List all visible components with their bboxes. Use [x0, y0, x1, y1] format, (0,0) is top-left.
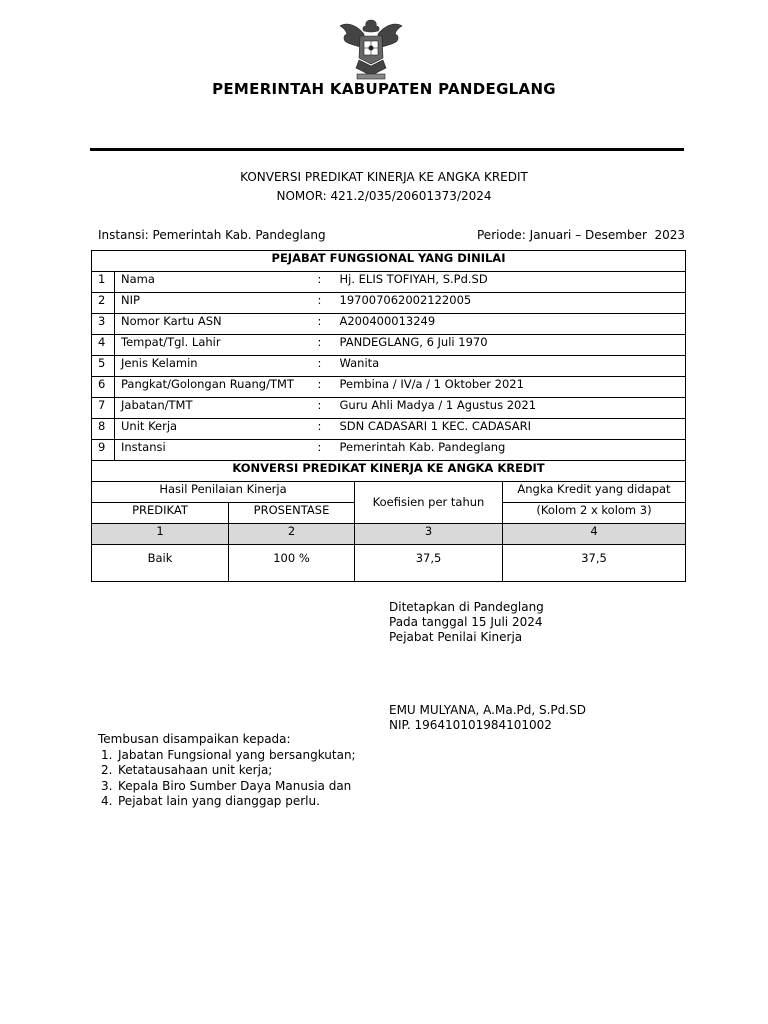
row-separator: :: [318, 398, 334, 419]
column-number: 4: [503, 524, 686, 545]
row-separator: :: [318, 335, 334, 356]
row-separator: :: [318, 377, 334, 398]
row-label: Unit Kerja: [115, 419, 318, 440]
row-separator: :: [318, 314, 334, 335]
signature-date: Pada tanggal 15 Juli 2024: [389, 615, 543, 629]
official-section-title: PEJABAT FUNGSIONAL YANG DINILAI: [92, 251, 686, 272]
garuda-pancasila-emblem-icon: [338, 14, 404, 84]
table-row: [92, 314, 686, 335]
row-number: 8: [92, 419, 115, 440]
list-item: 2. Ketatausahaan unit kerja;: [101, 763, 273, 777]
conversion-section-title: KONVERSI PREDIKAT KINERJA KE ANGKA KREDIT: [92, 461, 686, 482]
row-separator: :: [318, 272, 334, 293]
table-row: [92, 398, 686, 419]
angka-kredit-header: Angka Kredit yang didapat: [503, 482, 686, 503]
table-row: [92, 272, 686, 293]
koefisien-header: Koefisien per tahun: [355, 482, 503, 524]
row-value: Wanita: [334, 356, 686, 377]
document-number: NOMOR: 421.2/035/20601373/2024: [276, 189, 492, 203]
row-label: Jenis Kelamin: [115, 356, 318, 377]
table-row: [92, 377, 686, 398]
row-separator: :: [318, 440, 334, 461]
row-value: Guru Ahli Madya / 1 Agustus 2021: [334, 398, 686, 419]
row-value: Hj. ELIS TOFIYAH, S.Pd.SD: [334, 272, 686, 293]
angka-kredit-subheader: (Kolom 2 x kolom 3): [503, 503, 686, 524]
prosentase-value: 100 %: [229, 545, 355, 582]
row-number: 5: [92, 356, 115, 377]
instansi-text: Instansi: Pemerintah Kab. Pandeglang: [98, 228, 326, 242]
column-number: 1: [92, 524, 229, 545]
predikat-value: Baik: [92, 545, 229, 582]
carbon-copy-block: [98, 732, 356, 810]
signer-name: EMU MULYANA, A.Ma.Pd, S.Pd.SD: [389, 703, 586, 717]
hasil-penilaian-header: Hasil Penilaian Kinerja: [92, 482, 355, 503]
row-number: 4: [92, 335, 115, 356]
row-value: A200400013249: [334, 314, 686, 335]
signature-block: [389, 600, 544, 645]
predikat-header: PREDIKAT: [92, 503, 229, 524]
header-divider: [90, 148, 684, 151]
prosentase-header: PROSENTASE: [229, 503, 355, 524]
row-number: 1: [92, 272, 115, 293]
row-label: Pangkat/Golongan Ruang/TMT: [115, 377, 318, 398]
signer-nip: NIP. 196410101984101002: [389, 718, 552, 732]
signer-block: [389, 703, 586, 733]
row-label: NIP: [115, 293, 318, 314]
list-item: 4. Pejabat lain yang dianggap perlu.: [101, 794, 320, 808]
list-item: 1. Jabatan Fungsional yang bersangkutan;: [101, 747, 356, 762]
row-number: 7: [92, 398, 115, 419]
official-table: [91, 250, 686, 461]
row-number: 9: [92, 440, 115, 461]
table-row: [92, 545, 686, 582]
table-row: [92, 293, 686, 314]
table-row: [92, 440, 686, 461]
koefisien-value: 37,5: [355, 545, 503, 582]
table-row: [92, 356, 686, 377]
table-row: [92, 419, 686, 440]
government-title: PEMERINTAH KABUPATEN PANDEGLANG: [212, 80, 556, 98]
row-number: 3: [92, 314, 115, 335]
row-label: Nama: [115, 272, 318, 293]
row-value: Pembina / IV/a / 1 Oktober 2021: [334, 377, 686, 398]
periode-text: Periode: Januari – Desember 2023: [477, 228, 686, 242]
angka-kredit-value: 37,5: [503, 545, 686, 582]
row-value: PANDEGLANG, 6 Juli 1970: [334, 335, 686, 356]
conversion-table: [91, 460, 686, 582]
row-separator: :: [318, 293, 334, 314]
row-separator: :: [318, 356, 334, 377]
carbon-copy-heading: Tembusan disampaikan kepada:: [98, 732, 291, 746]
carbon-copy-list: [98, 748, 356, 810]
row-value: SDN CADASARI 1 KEC. CADASARI: [334, 419, 686, 440]
signature-role: Pejabat Penilai Kinerja: [389, 630, 523, 644]
table-row: [92, 335, 686, 356]
row-value: Pemerintah Kab. Pandeglang: [334, 440, 686, 461]
row-label: Jabatan/TMT: [115, 398, 318, 419]
row-number: 2: [92, 293, 115, 314]
row-value: 197007062002122005: [334, 293, 686, 314]
row-label: Instansi: [115, 440, 318, 461]
list-item: 3. Kepala Biro Sumber Daya Manusia dan: [101, 778, 352, 793]
signature-place: Ditetapkan di Pandeglang: [389, 600, 544, 614]
row-label: Tempat/Tgl. Lahir: [115, 335, 318, 356]
row-separator: :: [318, 419, 334, 440]
column-number: 3: [355, 524, 503, 545]
column-number: 2: [229, 524, 355, 545]
row-number: 6: [92, 377, 115, 398]
row-label: Nomor Kartu ASN: [115, 314, 318, 335]
document-title: KONVERSI PREDIKAT KINERJA KE ANGKA KREDIT: [240, 170, 528, 184]
